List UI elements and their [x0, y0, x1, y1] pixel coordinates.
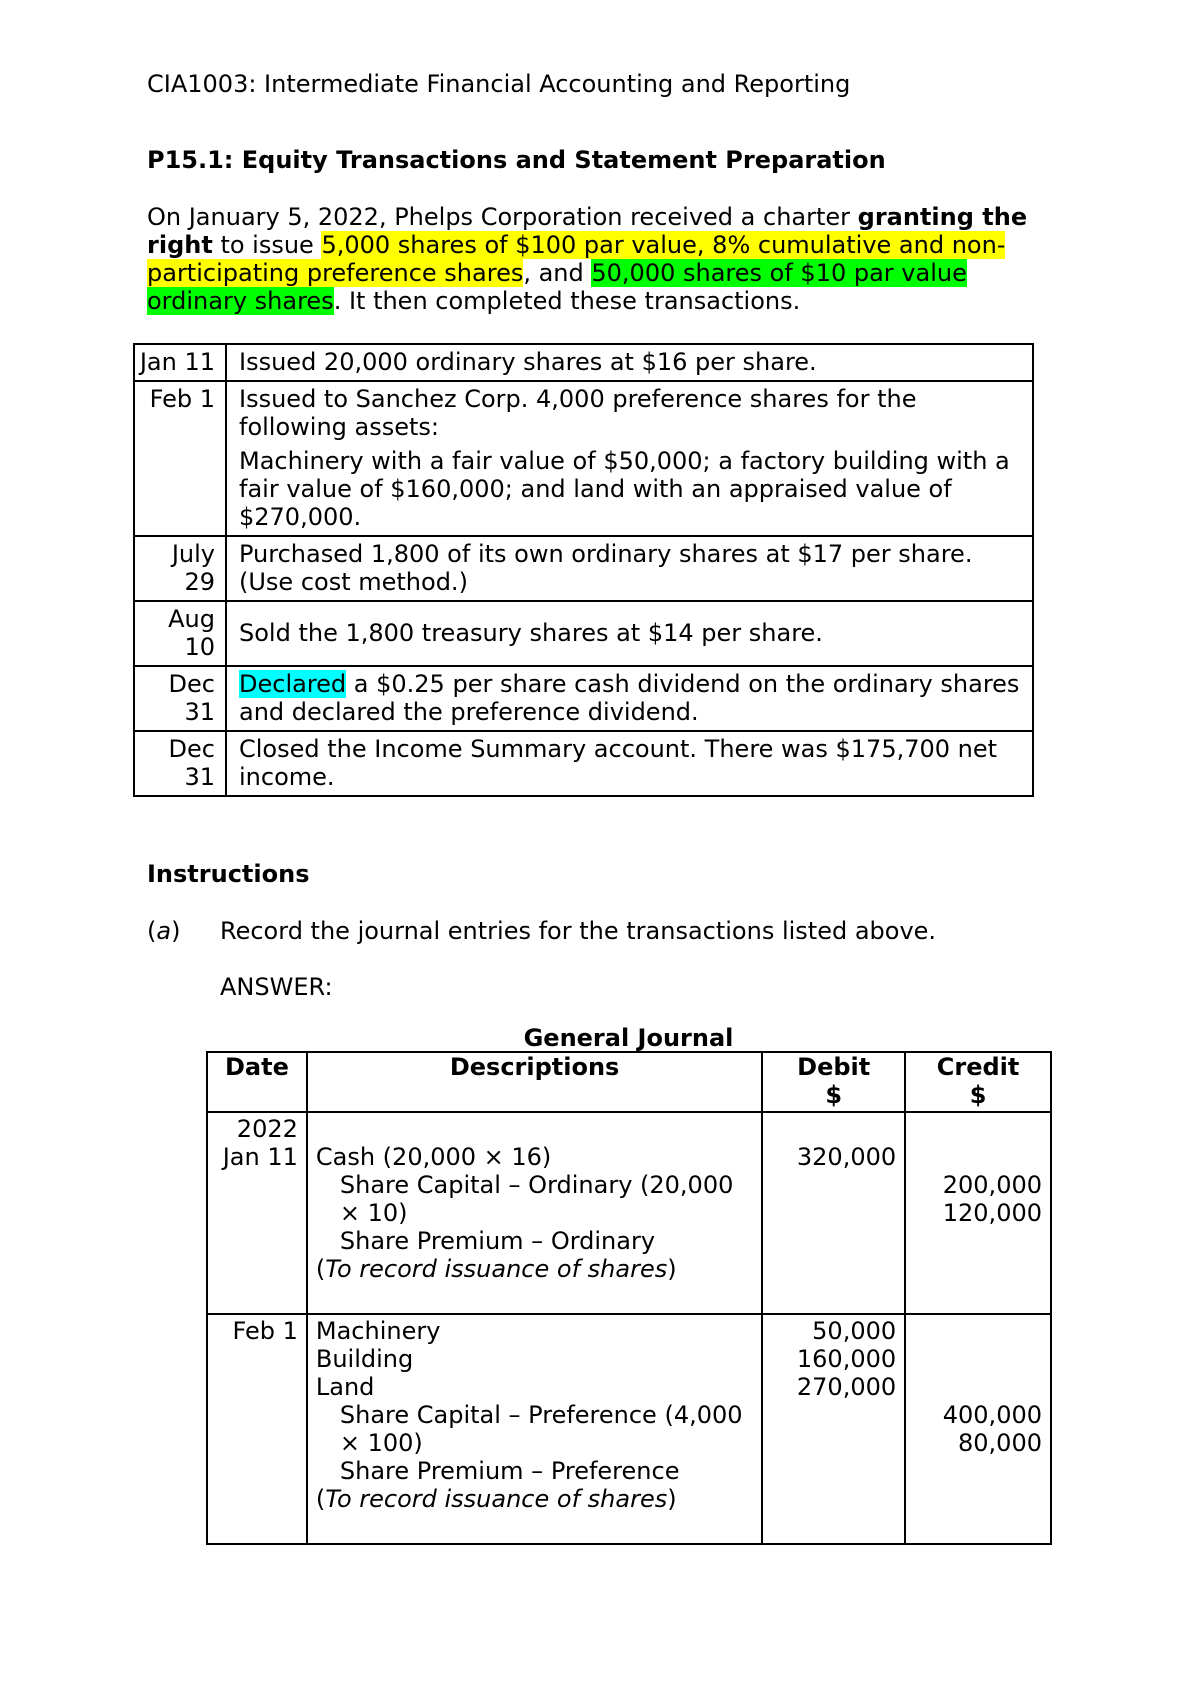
- header-descriptions: Descriptions: [307, 1052, 762, 1112]
- entry-line-spacer: [914, 1143, 1042, 1171]
- transaction-row: [134, 666, 1033, 731]
- transaction-text-detail: Machinery with a fair value of $50,000; a factory building with a fair value of $160,000; and land with an appraised value of $270,000.: [239, 447, 1010, 531]
- entry-line-spacer: [914, 1345, 1042, 1373]
- credit-amount: 80,000: [958, 1429, 1042, 1457]
- transaction-date: Feb 1: [134, 381, 226, 536]
- label-paren-close: ): [171, 917, 181, 945]
- transaction-date: Dec 31: [134, 731, 226, 796]
- debit-amount: 50,000: [812, 1317, 897, 1345]
- highlight-declared: Declared: [239, 670, 347, 698]
- instructions-heading: Instructions: [147, 860, 310, 888]
- transaction-text: Sold the 1,800 treasury shares at $14 per share.: [226, 601, 1033, 666]
- journal-title: General Journal: [523, 1024, 734, 1052]
- entry-line-debit-account: Cash (20,000 × 16): [315, 1143, 552, 1171]
- problem-title: P15.1: Equity Transactions and Statement Preparation: [147, 146, 886, 174]
- debit-amount: 270,000: [796, 1373, 897, 1401]
- entry-credits: [905, 1314, 1051, 1544]
- intro-text-4: . It then completed these transactions.: [333, 287, 801, 315]
- journal-header-row: [207, 1052, 1051, 1112]
- entry-line-spacer: [914, 1373, 1042, 1401]
- credit-amount: 200,000: [942, 1171, 1042, 1199]
- transaction-text: [226, 381, 1033, 536]
- answer-label: ANSWER:: [220, 973, 333, 1001]
- transaction-text-rest: a $0.25 per share cash dividend on the ordinary shares and declared the preference dividend.: [239, 670, 1020, 726]
- header-credit-unit: $: [969, 1081, 987, 1109]
- transaction-row: [134, 381, 1033, 536]
- journal-entry-row: [207, 1314, 1051, 1544]
- entry-credits: [905, 1112, 1051, 1314]
- label-letter: a: [156, 917, 172, 945]
- entry-memo-text: To record issuance of shares: [325, 1485, 668, 1513]
- entry-date: [207, 1314, 307, 1544]
- transaction-text: [226, 666, 1033, 731]
- intro-paragraph: [147, 203, 1047, 315]
- entry-line-debit-account: Building: [315, 1345, 414, 1373]
- header-debit-unit: $: [825, 1081, 843, 1109]
- header-credit-label: Credit: [936, 1053, 1020, 1081]
- header-debit-label: Debit: [797, 1053, 871, 1081]
- intro-text-1: On January 5, 2022, Phelps Corporation received a charter: [147, 203, 858, 231]
- entry-year: 2022: [236, 1115, 298, 1143]
- highlight-preference-shares: 5,000 shares of $100 par value, 8% cumulative and non-participating preference shares: [147, 231, 1006, 287]
- entry-descriptions: [307, 1314, 762, 1544]
- transaction-text: Purchased 1,800 of its own ordinary shares at $17 per share. (Use cost method.): [226, 536, 1033, 601]
- header-credit: [905, 1052, 1051, 1112]
- entry-memo: (To record issuance of shares): [315, 1255, 677, 1283]
- general-journal-table: [206, 1051, 1052, 1545]
- instruction-item-label: [147, 917, 180, 945]
- label-paren-open: (: [147, 917, 157, 945]
- intro-bold: granting the right: [147, 203, 1028, 259]
- entry-date: [207, 1112, 307, 1314]
- transaction-row: [134, 601, 1033, 666]
- course-header: CIA1003: Intermediate Financial Accounting and Reporting: [147, 70, 851, 98]
- intro-text-3: , and: [523, 259, 592, 287]
- entry-line-spacer: [914, 1115, 1042, 1143]
- transaction-text: Closed the Income Summary account. There was $175,700 net income.: [226, 731, 1033, 796]
- transaction-date: Aug 10: [134, 601, 226, 666]
- entry-line-credit-account: Share Premium – Preference: [339, 1457, 680, 1485]
- transaction-text-line: Issued to Sanchez Corp. 4,000 preference shares for the following assets:: [239, 385, 917, 441]
- debit-amount: 160,000: [796, 1345, 897, 1373]
- header-date: Date: [207, 1052, 307, 1112]
- entry-line-spacer: [316, 1115, 753, 1143]
- transaction-date: July 29: [134, 536, 226, 601]
- transaction-row: [134, 536, 1033, 601]
- debit-amount: 320,000: [796, 1143, 897, 1171]
- transaction-date: Dec 31: [134, 666, 226, 731]
- credit-amount: 120,000: [942, 1199, 1042, 1227]
- entry-debits: [762, 1112, 905, 1314]
- entry-line-spacer: [914, 1317, 1042, 1345]
- transaction-row: [134, 344, 1033, 381]
- entry-line-spacer: [771, 1115, 896, 1143]
- entry-date-text: Feb 1: [232, 1317, 298, 1345]
- entry-line-credit-account: Share Capital – Preference (4,000 × 100): [339, 1401, 743, 1457]
- transaction-row: [134, 731, 1033, 796]
- transaction-text: Issued 20,000 ordinary shares at $16 per share.: [226, 344, 1033, 381]
- transactions-table: [133, 343, 1034, 797]
- intro-text-2: to issue: [212, 231, 322, 259]
- header-debit: [762, 1052, 905, 1112]
- entry-date-text: Jan 11: [222, 1143, 298, 1171]
- entry-line-credit-account: Share Premium – Ordinary: [339, 1227, 656, 1255]
- transaction-date: Jan 11: [134, 344, 226, 381]
- journal-entry-row: [207, 1112, 1051, 1314]
- entry-memo-text: To record issuance of shares: [325, 1255, 668, 1283]
- highlight-ordinary-shares: 50,000 shares of $10 par value ordinary shares: [147, 259, 967, 315]
- instruction-item-text: Record the journal entries for the transactions listed above.: [220, 917, 937, 945]
- entry-line-debit-account: Land: [315, 1373, 375, 1401]
- entry-debits: [762, 1314, 905, 1544]
- credit-amount: 400,000: [942, 1401, 1042, 1429]
- entry-line-debit-account: Machinery: [315, 1317, 441, 1345]
- entry-line-credit-account: Share Capital – Ordinary (20,000 × 10): [339, 1171, 734, 1227]
- entry-descriptions: [307, 1112, 762, 1314]
- entry-memo: (To record issuance of shares): [315, 1485, 677, 1513]
